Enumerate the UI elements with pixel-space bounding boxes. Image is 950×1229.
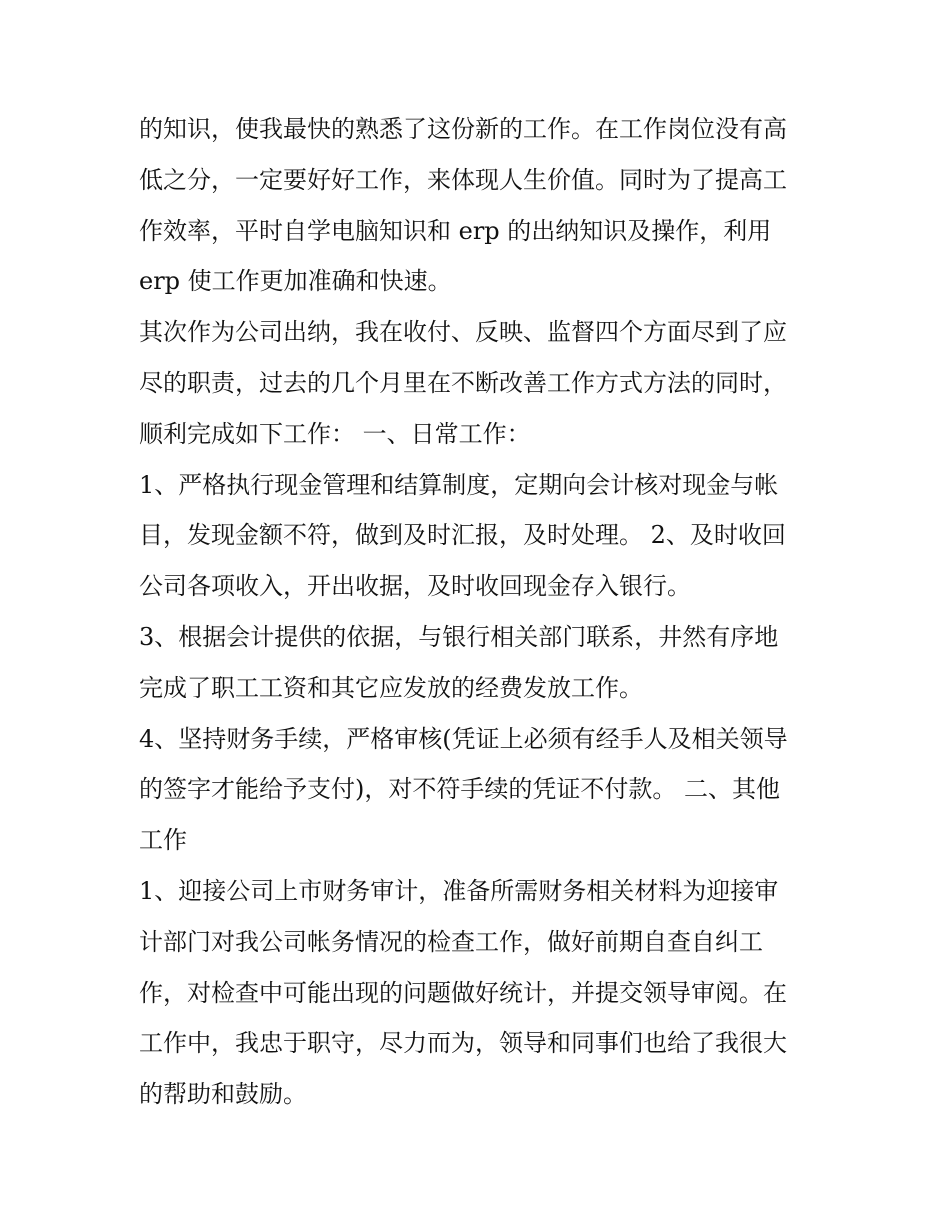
- text-line: erp 使工作更加准确和快速。: [139, 267, 452, 296]
- text-line: 作，对检查中可能出现的问题做好统计，并提交领导审阅。在: [139, 978, 787, 1007]
- text-line: 的知识，使我最快的熟悉了这份新的工作。在工作岗位没有高: [139, 115, 787, 143]
- text-line: 4、坚持财务手续，严格审核(凭证上必须有经手人及相关领导: [139, 724, 788, 753]
- text-line: 尽的职责，过去的几个月里在不断改善工作方式方法的同时，: [139, 368, 787, 397]
- text-line: 计部门对我公司帐务情况的检查工作，做好前期自查自纠工: [139, 927, 763, 956]
- text-line: 其次作为公司出纳，我在收付、反映、监督四个方面尽到了应: [139, 318, 787, 347]
- body-text: [139, 104, 819, 1120]
- text-line: 完成了职工工资和其它应发放的经费发放工作。: [139, 673, 643, 702]
- text-line: 的帮助和鼓励。: [139, 1080, 307, 1109]
- text-line: 目，发现金额不符，做到及时汇报，及时处理。 2、及时收回: [139, 521, 786, 550]
- text-line: 工作中，我忠于职守，尽力而为，领导和同事们也给了我很大: [139, 1029, 787, 1058]
- text-line: 1、迎接公司上市财务审计，准备所需财务相关材料为迎接审: [139, 876, 779, 905]
- text-line: 3、根据会计提供的依据，与银行相关部门联系，井然有序地: [139, 622, 779, 651]
- text-line: 顺利完成如下工作： 一、日常工作：: [139, 419, 531, 448]
- text-line: 作效率，平时自学电脑知识和 erp 的出纳知识及操作，利用: [139, 216, 772, 245]
- text-line: 1、严格执行现金管理和结算制度，定期向会计核对现金与帐: [139, 470, 779, 499]
- text-line: 公司各项收入，开出收据，及时收回现金存入银行。: [139, 572, 691, 601]
- text-line: 低之分，一定要好好工作，来体现人生价值。同时为了提高工: [139, 165, 787, 194]
- text-line: 的签字才能给予支付)，对不符手续的凭证不付款。 二、其他: [139, 775, 780, 804]
- text-line: 工作: [139, 826, 187, 855]
